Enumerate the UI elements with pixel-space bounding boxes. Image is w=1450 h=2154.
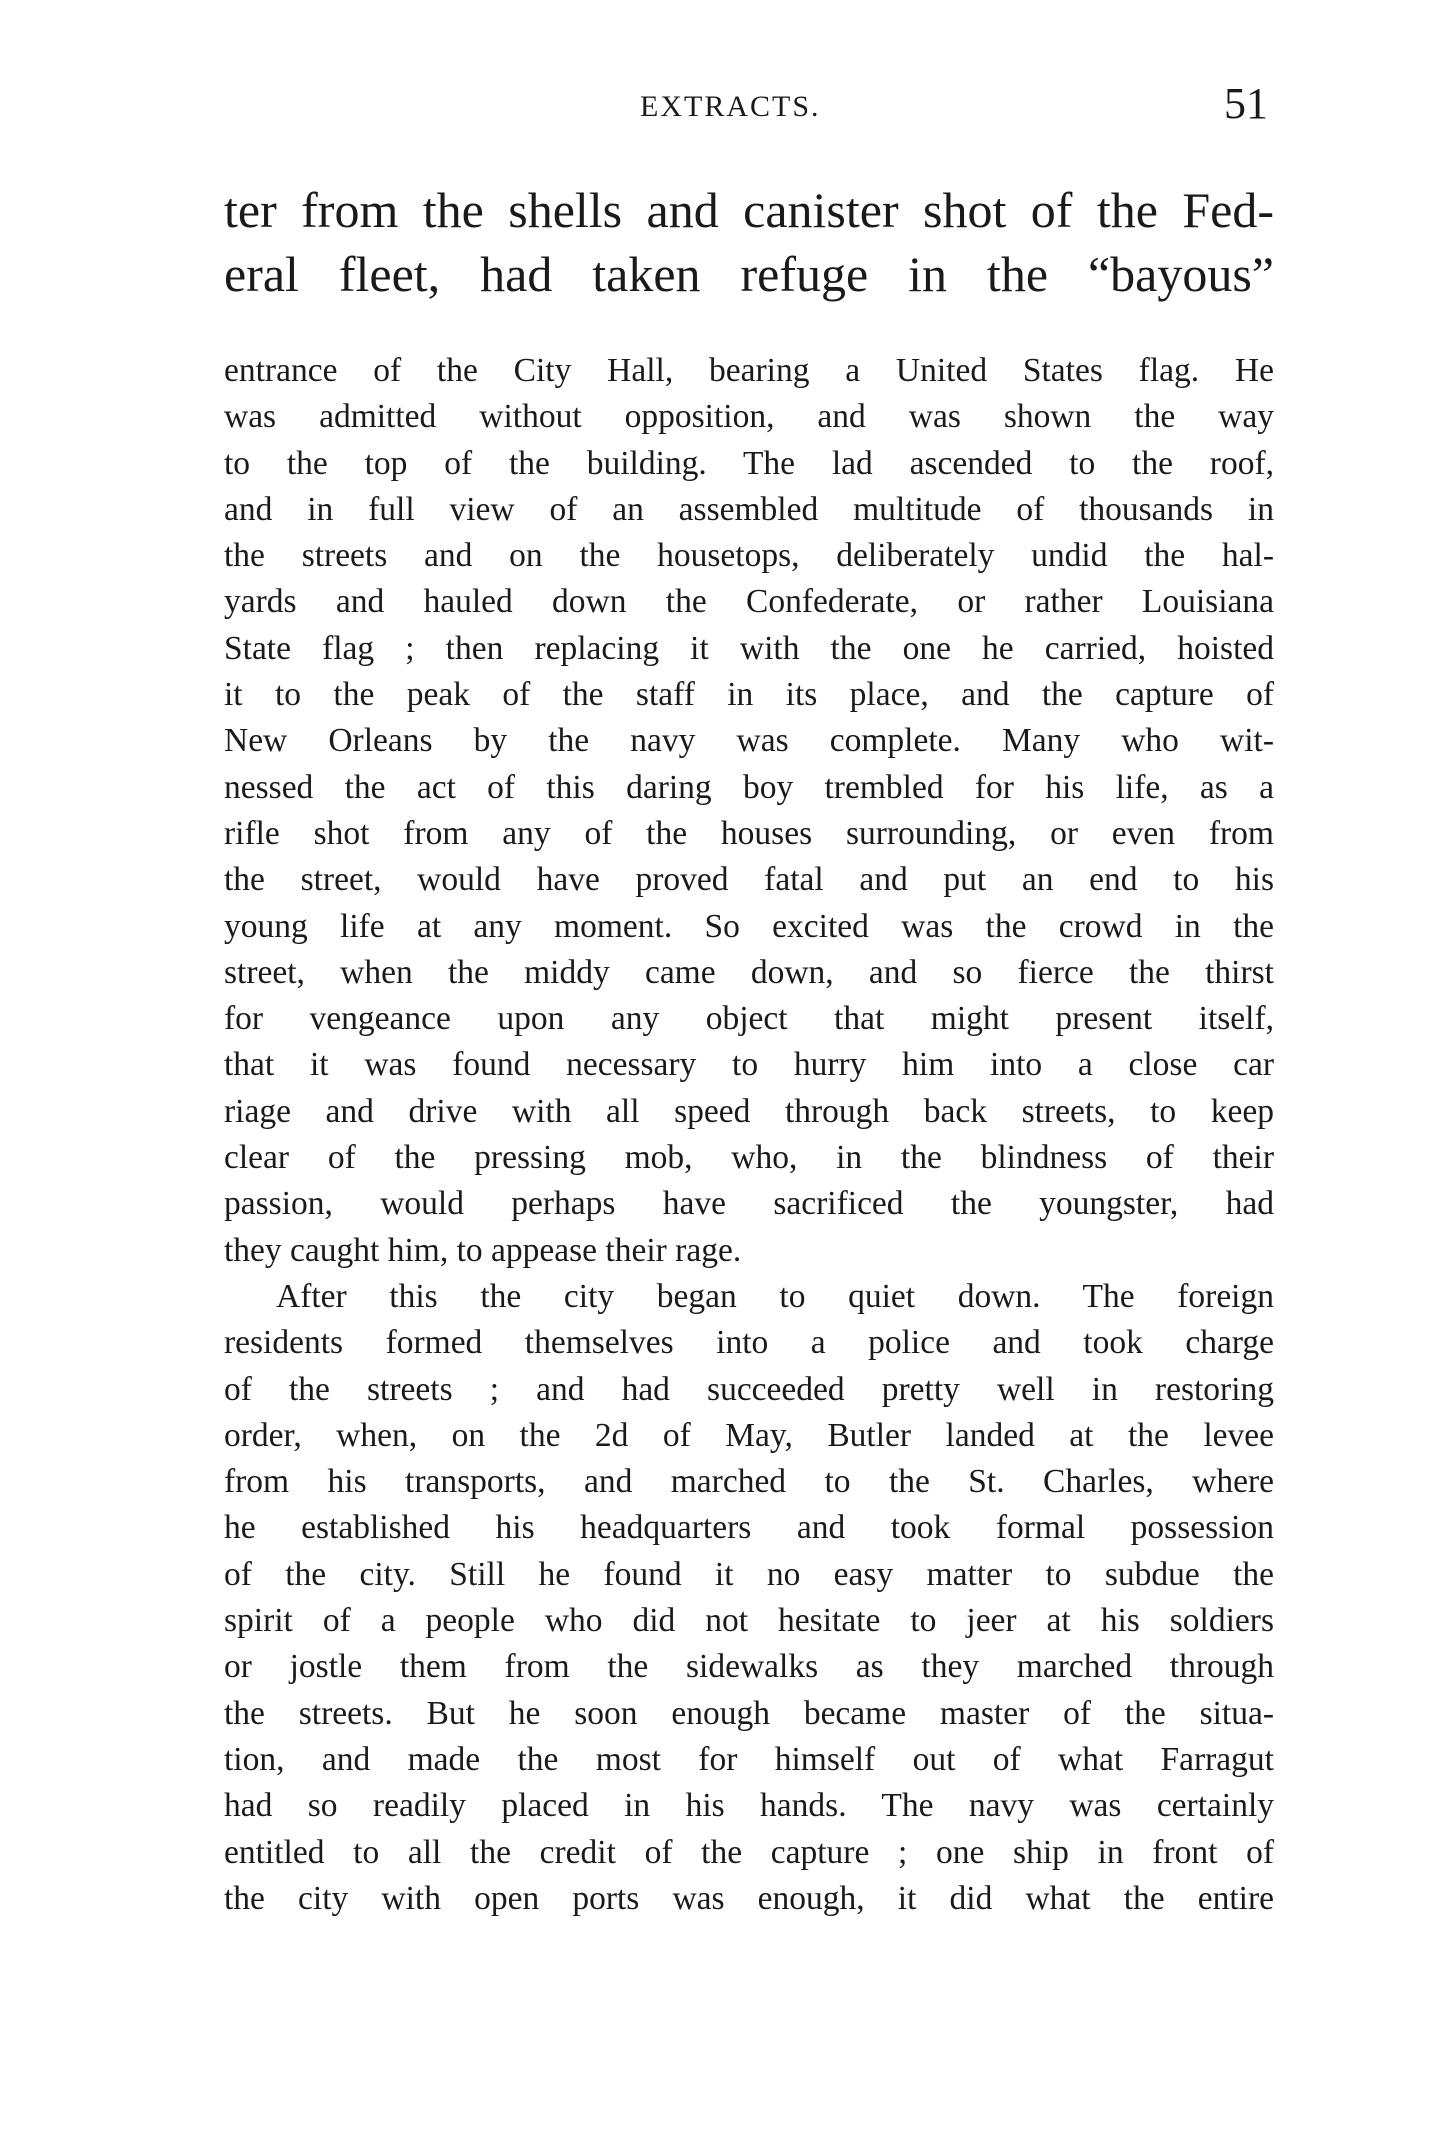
text-line: residents formed themselves into a police and took charge (224, 1324, 1274, 1362)
text-line: rifle shot from any of the houses surrounding, or even from (224, 814, 1274, 852)
text-line: young life at any moment. So excited was the crowd in the (224, 907, 1274, 945)
text-line: passion, would perhaps have sacrificed the youngster, had (224, 1185, 1274, 1223)
large-text-line: eral fleet, had taken refuge in the “bayous” (224, 246, 1274, 302)
text-line: for vengeance upon any object that might present itself, (224, 1000, 1274, 1038)
text-line: State flag ; then replacing it with the one he carried, hoisted (224, 629, 1274, 667)
body-text (224, 348, 1274, 1922)
text-line: spirit of a people who did not hesitate to jeer at his soldiers (224, 1602, 1274, 1640)
text-line: was admitted without opposition, and was shown the way (224, 398, 1274, 436)
text-line: yards and hauled down the Confederate, or rather Louisiana (224, 583, 1274, 621)
text-line: he established his headquarters and took formal possession (224, 1509, 1274, 1547)
text-line: and in full view of an assembled multitude of thousands in (224, 490, 1274, 528)
text-line: clear of the pressing mob, who, in the blindness of their (224, 1139, 1274, 1177)
text-line: entrance of the City Hall, bearing a United States flag. He (224, 352, 1274, 389)
running-title: EXTRACTS. (640, 90, 821, 123)
page-number: 51 (1224, 79, 1268, 128)
large-text-line: ter from the shells and canister shot of the Fed- (224, 182, 1274, 238)
text-line: order, when, on the 2d of May, Butler landed at the levee (224, 1416, 1274, 1454)
text-line: entitled to all the credit of the capture ; one ship in front of (224, 1833, 1274, 1871)
paragraph-start-line: After this the city began to quiet down. The foreign (276, 1277, 1274, 1315)
text-line: of the streets ; and had succeeded pretty well in restoring (224, 1370, 1274, 1408)
text-line: street, when the middy came down, and so fierce the thirst (224, 953, 1274, 991)
text-line: to the top of the building. The lad ascended to the roof, (224, 444, 1274, 482)
text-line: the street, would have proved fatal and put an end to his (224, 861, 1274, 899)
text-line: or jostle them from the sidewalks as they marched through (224, 1648, 1274, 1686)
text-line: it to the peak of the staff in its place, and the capture of (224, 676, 1274, 714)
paragraph-end-line: they caught him, to appease their rage. (224, 1231, 742, 1269)
text-line: had so readily placed in his hands. The navy was certainly (224, 1787, 1274, 1825)
text-line: tion, and made the most for himself out of what Farragut (224, 1740, 1274, 1778)
running-head (0, 78, 1450, 138)
text-line: of the city. Still he found it no easy matter to subdue the (224, 1555, 1274, 1593)
text-line: riage and drive with all speed through back streets, to keep (224, 1092, 1274, 1130)
text-line: New Orleans by the navy was complete. Many who wit- (224, 722, 1274, 760)
text-line: the streets and on the housetops, deliberately undid the hal- (224, 537, 1274, 575)
text-line: the city with open ports was enough, it did what the entire (224, 1879, 1274, 1917)
pasted-large-type-fragment (224, 178, 1274, 306)
text-line: that it was found necessary to hurry him into a close car (224, 1046, 1274, 1084)
text-line: from his transports, and marched to the St. Charles, where (224, 1463, 1274, 1501)
text-line: nessed the act of this daring boy trembled for his life, as a (224, 768, 1274, 806)
text-line: the streets. But he soon enough became master of the situa- (224, 1694, 1274, 1732)
